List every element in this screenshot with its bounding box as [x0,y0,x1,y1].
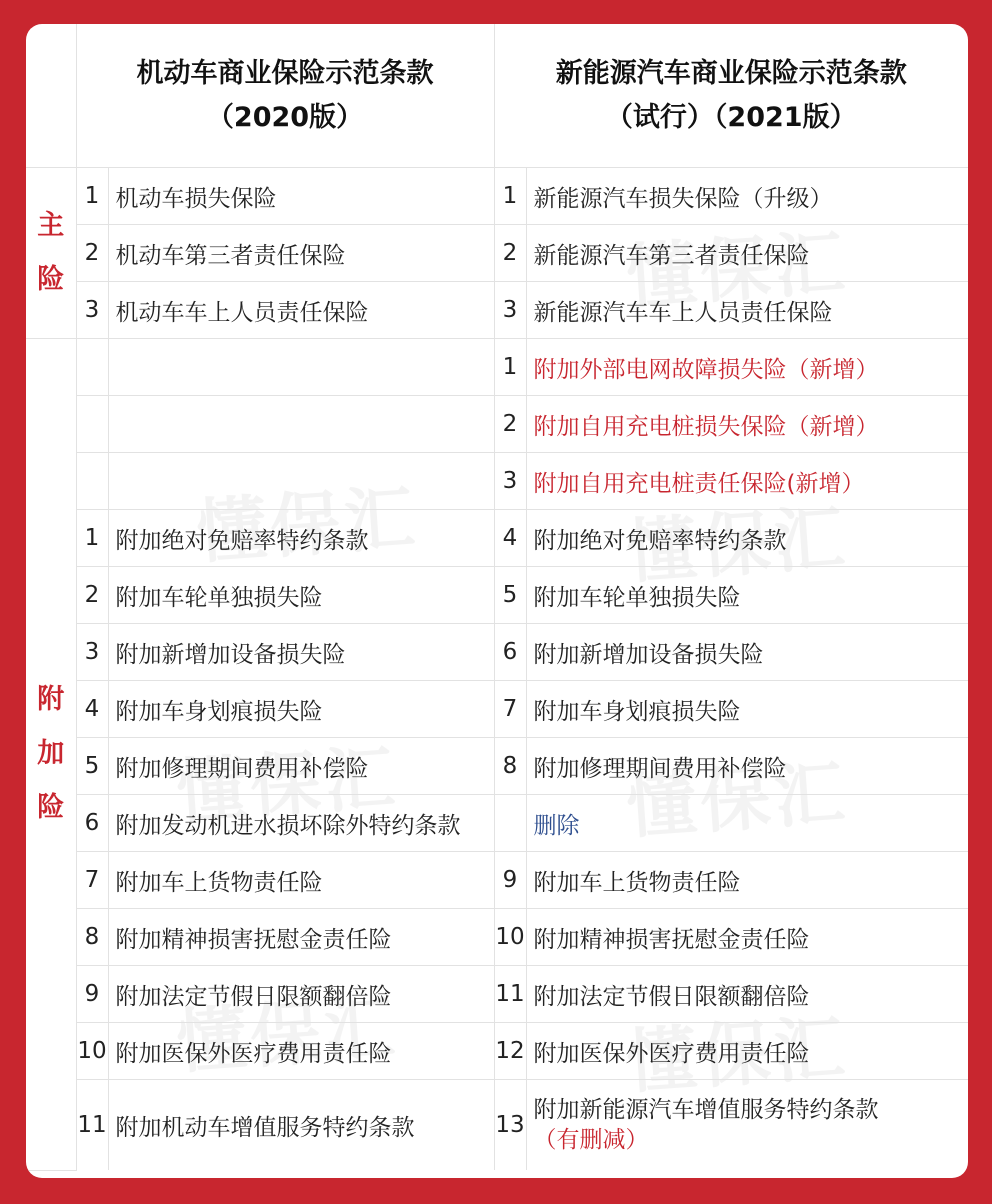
table-row [26,1023,968,1080]
table-row [26,681,968,738]
clause-2021 [526,510,968,567]
group-label-addon-char: 险 [37,792,65,824]
clause-2020: 附加发动机进水损坏除外特约条款 [108,795,494,852]
row-number-2021: 10 [494,909,526,966]
row-number-2020: 11 [76,1080,108,1171]
row-number-2020: 4 [76,681,108,738]
table-row [26,339,968,396]
row-number-2020: 10 [76,1023,108,1080]
group-label-main-char: 主 [37,210,65,241]
clause-2021 [526,339,968,396]
table-row [26,1080,968,1171]
row-number-2021: 2 [494,225,526,282]
header-corner [26,24,76,168]
clause-2021-note: （有删减） [533,1127,649,1153]
clause-2021-text: 附加自用充电桩损失保险（新增） [533,413,879,440]
header-2021-version: （试行）（2021版） [605,101,857,133]
group-label-addon-char: 加 [37,738,65,770]
clause-2020: 附加法定节假日限额翻倍险 [108,966,494,1023]
header-row [26,24,968,168]
clause-2020 [108,339,494,396]
clause-2020: 附加机动车增值服务特约条款 [108,1080,494,1171]
row-number-2021: 13 [494,1080,526,1171]
row-number-2021: 4 [494,510,526,567]
row-number-2020 [76,339,108,396]
row-number-2021: 11 [494,966,526,1023]
table-row [26,795,968,852]
row-number-2021: 3 [494,282,526,339]
clause-2021 [526,966,968,1023]
clause-2021-text: 附加新增加设备损失险 [533,641,764,668]
row-number-2021: 8 [494,738,526,795]
clause-2020: 附加修理期间费用补偿险 [108,738,494,795]
clause-2021 [526,453,968,510]
clause-2021 [526,852,968,909]
clause-2021 [526,168,968,225]
header-2020-version: （2020版） [206,101,364,133]
table-row [26,396,968,453]
clause-2021 [526,738,968,795]
row-number-2020 [76,396,108,453]
clause-2020: 附加医保外医疗费用责任险 [108,1023,494,1080]
table-row [26,966,968,1023]
clause-2021-text: 附加车轮单独损失险 [533,584,741,611]
clause-2021-text: 附加修理期间费用补偿险 [533,755,787,782]
clause-2021-text: 附加医保外医疗费用责任险 [533,1040,810,1067]
row-number-2020: 3 [76,624,108,681]
row-number-2021: 1 [494,168,526,225]
clause-2021-text: 删除 [533,812,580,839]
table-row [26,225,968,282]
clause-2021 [526,396,968,453]
row-number-2020: 2 [76,567,108,624]
table-row [26,453,968,510]
comparison-card [26,24,968,1178]
table-row [26,168,968,225]
row-number-2020: 5 [76,738,108,795]
table-row [26,282,968,339]
clause-2021 [526,567,968,624]
row-number-2021: 9 [494,852,526,909]
group-label-addon [26,339,76,1171]
row-number-2021: 2 [494,396,526,453]
row-number-2020: 6 [76,795,108,852]
clause-2021-text: 附加绝对免赔率特约条款 [533,527,787,554]
clause-2021 [526,681,968,738]
clause-2021 [526,909,968,966]
clause-2021-text: 附加法定节假日限额翻倍险 [533,983,810,1010]
clause-2021-text: 附加自用充电桩责任保险(新增） [533,470,865,497]
row-number-2020: 7 [76,852,108,909]
table-row [26,909,968,966]
row-number-2021: 6 [494,624,526,681]
clause-2021-text: 附加外部电网故障损失险（新增） [533,356,879,383]
table-row [26,567,968,624]
table-row [26,738,968,795]
clause-2021-text: 附加精神损害抚慰金责任险 [533,926,810,953]
row-number-2021: 1 [494,339,526,396]
clause-2020 [108,396,494,453]
clause-2020: 机动车第三者责任保险 [108,225,494,282]
comparison-table [26,24,968,1171]
row-number-2020: 3 [76,282,108,339]
row-number-2020: 1 [76,510,108,567]
clause-2021-text: 附加车上货物责任险 [533,869,741,896]
row-number-2021: 5 [494,567,526,624]
clause-2021-text: 新能源汽车车上人员责任保险 [533,299,833,326]
clause-2021 [526,1023,968,1080]
clause-2021-text: 附加新能源汽车增值服务特约条款 [533,1097,879,1123]
clause-2020: 附加车轮单独损失险 [108,567,494,624]
clause-2021-text: 新能源汽车损失保险（升级） [533,185,833,212]
row-number-2021: 12 [494,1023,526,1080]
clause-2021-text: 附加车身划痕损失险 [533,698,741,725]
clause-2021 [526,282,968,339]
row-number-2021: 3 [494,453,526,510]
header-2020-title: 机动车商业保险示范条款 [136,57,434,89]
clause-2020: 附加新增加设备损失险 [108,624,494,681]
clause-2021 [526,225,968,282]
group-label-main-char: 险 [37,264,65,295]
row-number-2021: 7 [494,681,526,738]
group-label-main [26,168,76,339]
header-2021-title: 新能源汽车商业保险示范条款 [555,57,907,89]
clause-2020 [108,453,494,510]
group-label-addon-char: 附 [37,684,65,716]
header-2020 [76,24,494,168]
clause-2020: 附加精神损害抚慰金责任险 [108,909,494,966]
clause-2020: 附加绝对免赔率特约条款 [108,510,494,567]
clause-2021 [526,1080,968,1171]
header-2021 [494,24,968,168]
row-number-2020 [76,453,108,510]
clause-2021 [526,795,968,852]
clause-2020: 附加车上货物责任险 [108,852,494,909]
row-number-2021 [494,795,526,852]
clause-2020: 附加车身划痕损失险 [108,681,494,738]
clause-2021-text: 新能源汽车第三者责任保险 [533,242,810,269]
clause-2020: 机动车车上人员责任保险 [108,282,494,339]
row-number-2020: 2 [76,225,108,282]
row-number-2020: 9 [76,966,108,1023]
table-row [26,510,968,567]
row-number-2020: 8 [76,909,108,966]
clause-2021 [526,624,968,681]
table-row [26,624,968,681]
row-number-2020: 1 [76,168,108,225]
table-row [26,852,968,909]
clause-2020: 机动车损失保险 [108,168,494,225]
